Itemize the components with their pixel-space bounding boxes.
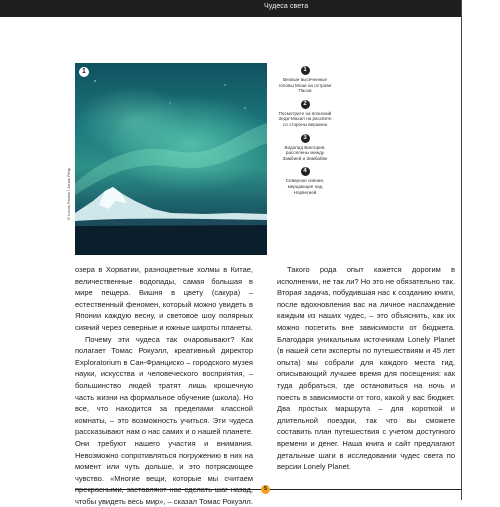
- caption-list: [275, 66, 335, 201]
- caption-number: 2: [301, 100, 310, 109]
- caption-number: 4: [301, 167, 310, 176]
- body-paragraph: Почему эти чудеса так очаровывают? Как полагает Томас Рокуэлл, креативный директор Exploratorium в Сан-Франциско – городского музея науки, искусства и человеческого восприятия, – большинство людей тратят лишь крошечную часть жизни на формальное обучение (школа). Но все, что находится за пределами классной комнаты, – это возможность учиться. Эти чудеса рассказывают нам о нас самих и о нашей планете. Они требуют нашего участия и внимания. Невозможно сопротивляться погружению в них на момент или чуть дольше, и это потрясающее чувство. «Многие вещи, которые мы считаем чтобы увидеть весь мир», – сказал Томас Рокуэлл.: [75, 334, 253, 506]
- page-gutter-line: [461, 0, 462, 500]
- photo-credit: © Lucas Pavlos / Jonas Pimp: [66, 167, 71, 220]
- caption-number: 3: [301, 134, 310, 143]
- aurora-photo: [75, 63, 267, 255]
- body-column-left: [75, 264, 253, 507]
- aurora-landscape-illustration: [75, 63, 267, 255]
- header-bar: [0, 0, 461, 17]
- caption-text: Северное сияние, мерцающее над Норвегией: [285, 178, 325, 195]
- body-paragraph: Такого рода опыт кажется дорогим в исполнении, не так ли? Но это не обязательно так. Вторая задача, побудившая нас к созданию книги, после вдохновления вас на личное наслаждение каждым из наших чудес, – это объяснить, как их можно посетить вне зависимости от бюджета. Благодаря уникальным источникам Lonely Planet (в нашей сети эксперты по путешествиям и 45 лет опыта) мы собрали для каждого места гид, описывающий лучшее время для посещения: как туда добраться, где остановиться на ночь и поесть в зависимости от того, какой у вас бюджет. Два простых маршрута – для короткой и длительной поездки, так что вы сможете составить план путешествия с учетом доступного времени и денег. Наша книга и сайт предлагают детальные шаги в исследовании чудес света по версии Lonely Planet.: [277, 265, 455, 472]
- page-number: 5: [261, 485, 270, 494]
- caption-item: [275, 100, 335, 128]
- caption-text: Вновые высеченные головы Моаи на острове Пасхи: [278, 77, 332, 94]
- section-title: Чудеса света: [264, 3, 309, 10]
- caption-text: Водопад Виктория, расселены между Замбией и Зимбабве: [282, 144, 328, 161]
- caption-number: 1: [301, 66, 310, 75]
- caption-item: [275, 134, 335, 162]
- photo-number-badge: 1: [79, 67, 89, 77]
- caption-item: [275, 66, 335, 94]
- body-paragraph: озера в Хорватии, разноцветные холмы в Китае, величественные водопады, самая большая в мире пещера. Вишня в цвету (сакура) – естественный феномен, который можно увидеть в Японии каждую весну, и световое шоу полярных сияний через северные и южные широты планеты.: [75, 265, 253, 332]
- caption-text: Посмотрите на японский Зедж-Махал на рассвете со стороны вершина: [278, 110, 332, 127]
- body-column-right: [277, 264, 455, 473]
- caption-item: [275, 167, 335, 195]
